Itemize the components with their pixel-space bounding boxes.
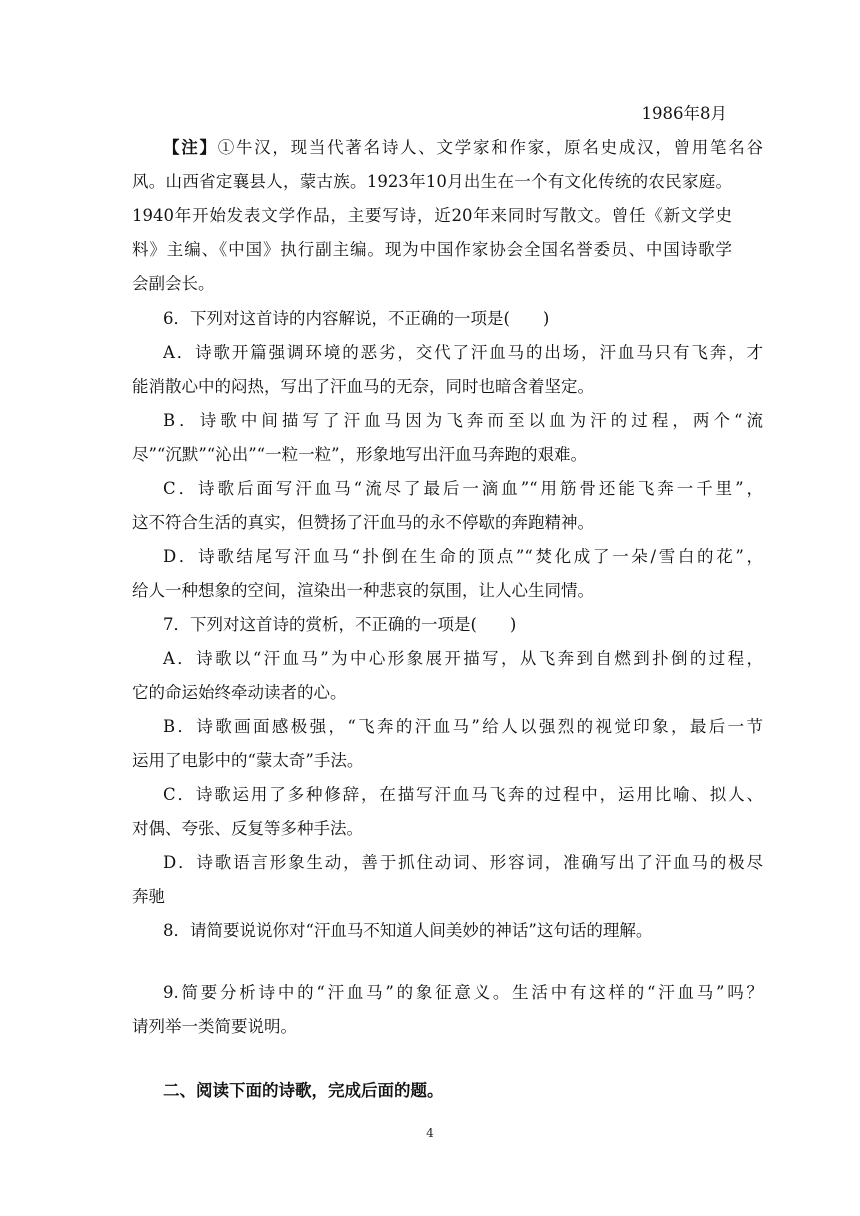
poem-date: 1986年8月 <box>641 104 727 123</box>
q7-option-b-line-2: 运用了电影中的“蒙太奇”手法。 <box>132 751 364 770</box>
q6-option-c-line-1: C．诗歌后面写汗血马“流尽了最后一滴血”“用筋骨还能飞奔一千里”， <box>163 479 763 498</box>
q6-option-d-line-1: D．诗歌结尾写汗血马“扑倒在生命的顶点”“焚化成了一朵/雪白的花”， <box>163 547 763 566</box>
q7-option-c-line-2: 对偶、夸张、反复等多种手法。 <box>132 819 363 838</box>
section-heading: 二、阅读下面的诗歌，完成后面的题。 <box>163 1081 444 1100</box>
q7-option-a-line-2: 它的命运始终牵动读者的心。 <box>132 683 347 702</box>
note-label: 【注】 <box>163 138 218 157</box>
q8-stem: 8．请简要说说你对“汗血马不知道人间美妙的神话”这句话的理解。 <box>163 921 653 940</box>
q6-option-a-line-2: 能消散心中的闷热，写出了汗血马的无奈，同时也暗含着坚定。 <box>132 377 594 396</box>
q7-option-d-line-2: 奔驰 <box>132 887 165 906</box>
q7-option-c-line-1: C．诗歌运用了多种修辞，在描写汗血马飞奔的过程中，运用比喻、拟人、 <box>163 785 763 804</box>
q6-option-c-line-2: 这不符合生活的真实，但赞扬了汗血马的永不停歇的奔跑精神。 <box>132 513 594 532</box>
note-line-2: 风。山西省定襄县人，蒙古族。1923年10月出生在一个有文化传统的农民家庭。 <box>132 172 732 191</box>
page-number: 4 <box>426 1126 434 1140</box>
q9-line-1: 9.简要分析诗中的“汗血马”的象征意义。生活中有这样的“汗血马”吗？ <box>163 983 763 1002</box>
q6-option-a-line-1: A．诗歌开篇强调环境的恶劣，交代了汗血马的出场，汗血马只有飞奔，才 <box>163 343 763 362</box>
note-line-4: 料》主编、《中国》执行副主编。现为中国作家协会全国名誉委员、中国诗歌学 <box>132 240 732 259</box>
note-line-3: 1940年开始发表文学作品，主要写诗，近20年来同时写散文。曾任《新文学史 <box>132 206 732 225</box>
q9-line-2: 请列举一类简要说明。 <box>132 1017 297 1036</box>
q7-option-a-line-1: A．诗歌以“汗血马”为中心形象展开描写，从飞奔到自燃到扑倒的过程， <box>163 649 763 668</box>
q7-option-b-line-1: B．诗歌画面感极强，“飞奔的汗血马”给人以强烈的视觉印象，最后一节 <box>163 717 763 736</box>
note-line-1: 【注】①牛汉，现当代著名诗人、文学家和作家，原名史成汉，曾用笔名谷 <box>163 138 763 157</box>
q7-stem: 7．下列对这首诗的赏析，不正确的一项是( ) <box>163 615 517 634</box>
q6-stem: 6．下列对这首诗的内容解说，不正确的一项是( ) <box>163 309 550 328</box>
q7-option-d-line-1: D．诗歌语言形象生动，善于抓住动词、形容词，准确写出了汗血马的极尽 <box>163 853 763 872</box>
q6-option-b-line-2: 尽”“沉默”“沁出”“一粒一粒”，形象地写出汗血马奔跑的艰难。 <box>132 445 588 464</box>
q6-option-d-line-2: 给人一种想象的空间，渲染出一种悲哀的氛围，让人心生同情。 <box>132 581 594 600</box>
q6-option-b-line-1: B．诗歌中间描写了汗血马因为飞奔而至以血为汗的过程，两个“流 <box>163 411 763 430</box>
note-line-5: 会副会长。 <box>132 274 215 293</box>
